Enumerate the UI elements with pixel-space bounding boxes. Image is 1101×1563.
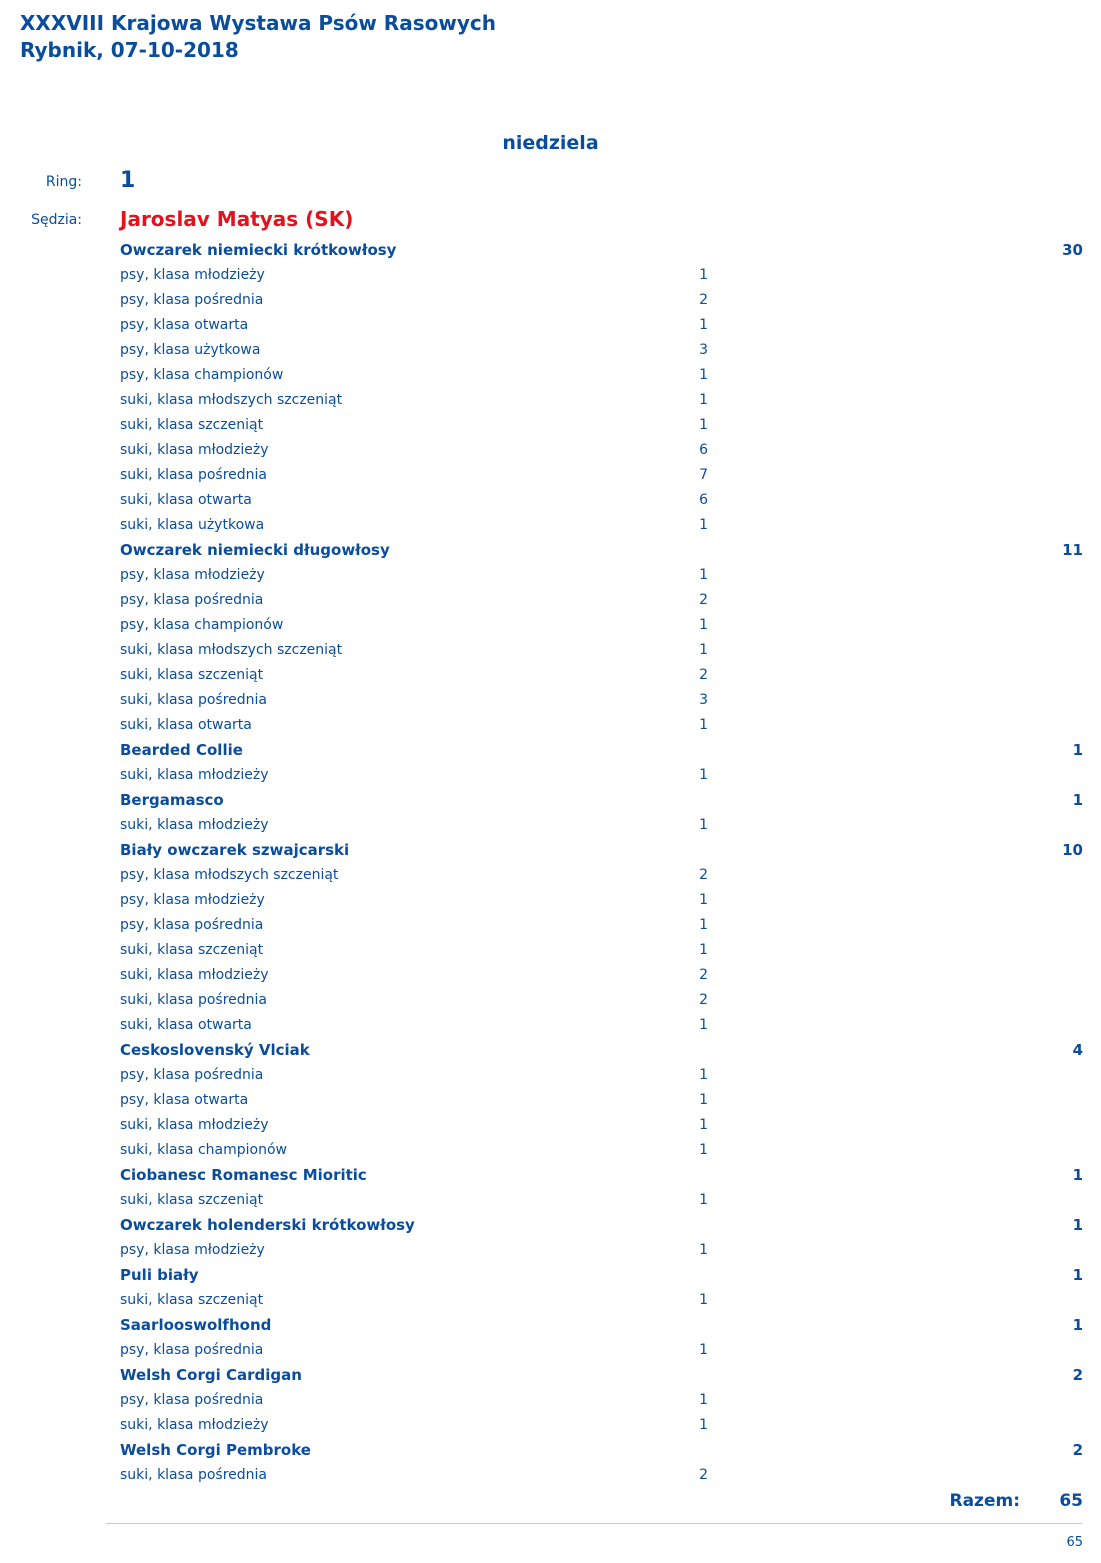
class-name: suki, klasa otwarta xyxy=(120,492,252,508)
breed-total: 1 xyxy=(1072,1266,1083,1284)
class-row xyxy=(0,1288,1101,1313)
class-count: 1 xyxy=(699,1192,708,1208)
class-count: 1 xyxy=(699,1017,708,1033)
class-name: psy, klasa pośrednia xyxy=(120,917,264,933)
total-value: 65 xyxy=(1059,1491,1083,1511)
class-count: 1 xyxy=(699,892,708,908)
class-count: 6 xyxy=(699,442,708,458)
class-name: suki, klasa młodzieży xyxy=(120,442,269,458)
class-name: suki, klasa szczeniąt xyxy=(120,1292,264,1308)
breed-total: 30 xyxy=(1062,241,1083,259)
breed-name: Bergamasco xyxy=(120,791,224,809)
class-row xyxy=(0,388,1101,413)
breed-total: 11 xyxy=(1062,541,1083,559)
class-count: 2 xyxy=(699,592,708,608)
class-row xyxy=(0,613,1101,638)
breed-name: Owczarek niemiecki krótkowłosy xyxy=(120,241,397,259)
class-name: psy, klasa młodzieży xyxy=(120,567,265,583)
breed-total: 2 xyxy=(1072,1441,1083,1459)
class-name: suki, klasa młodzieży xyxy=(120,767,269,783)
class-count: 1 xyxy=(699,1092,708,1108)
class-count: 2 xyxy=(699,1467,708,1483)
class-row xyxy=(0,663,1101,688)
class-name: suki, klasa młodzieży xyxy=(120,967,269,983)
breed-row xyxy=(0,788,1101,813)
class-count: 2 xyxy=(699,967,708,983)
class-count: 1 xyxy=(699,267,708,283)
class-count: 2 xyxy=(699,667,708,683)
breed-total: 1 xyxy=(1072,1166,1083,1184)
class-count: 6 xyxy=(699,492,708,508)
breed-name: Welsh Corgi Pembroke xyxy=(120,1441,311,1459)
class-count: 2 xyxy=(699,867,708,883)
class-count: 2 xyxy=(699,292,708,308)
breed-row xyxy=(0,1363,1101,1388)
class-count: 1 xyxy=(699,1117,708,1133)
class-count: 1 xyxy=(699,942,708,958)
breed-total: 1 xyxy=(1072,741,1083,759)
class-name: suki, klasa młodzieży xyxy=(120,817,269,833)
class-row xyxy=(0,888,1101,913)
breed-name: Welsh Corgi Cardigan xyxy=(120,1366,302,1384)
class-name: suki, klasa pośrednia xyxy=(120,1467,267,1483)
class-row xyxy=(0,1463,1101,1488)
class-row xyxy=(0,1113,1101,1138)
class-name: suki, klasa otwarta xyxy=(120,717,252,733)
class-row xyxy=(0,363,1101,388)
class-row xyxy=(0,288,1101,313)
class-name: psy, klasa championów xyxy=(120,367,284,383)
ring-number: 1 xyxy=(120,168,136,193)
document-header xyxy=(20,10,496,64)
class-name: psy, klasa otwarta xyxy=(120,1092,249,1108)
judge-label: Sędzia: xyxy=(31,212,82,228)
breed-row xyxy=(0,838,1101,863)
class-name: psy, klasa młodzieży xyxy=(120,1242,265,1258)
class-count: 1 xyxy=(699,317,708,333)
breed-total: 2 xyxy=(1072,1366,1083,1384)
class-count: 1 xyxy=(699,1342,708,1358)
class-name: suki, klasa młodzieży xyxy=(120,1417,269,1433)
event-location-date: Rybnik, 07-10-2018 xyxy=(20,38,239,62)
breed-total: 1 xyxy=(1072,1316,1083,1334)
class-name: psy, klasa otwarta xyxy=(120,317,249,333)
class-name: suki, klasa pośrednia xyxy=(120,692,267,708)
breed-row xyxy=(0,1163,1101,1188)
breed-row xyxy=(0,1313,1101,1338)
class-name: psy, klasa pośrednia xyxy=(120,592,264,608)
breed-name: Biały owczarek szwajcarski xyxy=(120,841,350,859)
breed-total: 1 xyxy=(1072,791,1083,809)
page-number: 65 xyxy=(1066,1535,1083,1550)
class-count: 1 xyxy=(699,817,708,833)
class-row xyxy=(0,863,1101,888)
breed-row xyxy=(0,1038,1101,1063)
class-row xyxy=(0,563,1101,588)
class-name: suki, klasa młodszych szczeniąt xyxy=(120,642,343,658)
class-row xyxy=(0,813,1101,838)
class-count: 1 xyxy=(699,617,708,633)
class-count: 1 xyxy=(699,1292,708,1308)
class-row xyxy=(0,1013,1101,1038)
class-name: suki, klasa pośrednia xyxy=(120,467,267,483)
class-row xyxy=(0,588,1101,613)
class-name: psy, klasa młodzieży xyxy=(120,892,265,908)
judge-name: Jaroslav Matyas (SK) xyxy=(120,207,354,231)
class-row xyxy=(0,338,1101,363)
breed-total: 4 xyxy=(1072,1041,1083,1059)
breed-list xyxy=(0,238,1101,1488)
class-count: 1 xyxy=(699,642,708,658)
class-name: psy, klasa młodszych szczeniąt xyxy=(120,867,339,883)
breed-row xyxy=(0,1213,1101,1238)
total-label: Razem: xyxy=(949,1491,1020,1511)
class-name: psy, klasa pośrednia xyxy=(120,292,264,308)
class-count: 1 xyxy=(699,1067,708,1083)
class-count: 3 xyxy=(699,342,708,358)
class-row xyxy=(0,938,1101,963)
class-row xyxy=(0,438,1101,463)
class-count: 1 xyxy=(699,517,708,533)
class-count: 1 xyxy=(699,1417,708,1433)
breed-name: Owczarek holenderski krótkowłosy xyxy=(120,1216,415,1234)
breed-name: Puli biały xyxy=(120,1266,199,1284)
class-count: 1 xyxy=(699,417,708,433)
class-row xyxy=(0,1188,1101,1213)
breed-total: 10 xyxy=(1062,841,1083,859)
class-row xyxy=(0,1238,1101,1263)
class-row xyxy=(0,1138,1101,1163)
class-name: suki, klasa szczeniąt xyxy=(120,667,264,683)
class-name: suki, klasa młodszych szczeniąt xyxy=(120,392,343,408)
ring-label: Ring: xyxy=(45,174,82,190)
breed-name: Saarlooswolfhond xyxy=(120,1316,272,1334)
class-count: 1 xyxy=(699,567,708,583)
class-count: 1 xyxy=(699,1392,708,1408)
class-name: psy, klasa pośrednia xyxy=(120,1067,264,1083)
class-row xyxy=(0,1388,1101,1413)
class-row xyxy=(0,413,1101,438)
breed-row xyxy=(0,538,1101,563)
class-row xyxy=(0,988,1101,1013)
class-count: 1 xyxy=(699,917,708,933)
class-row xyxy=(0,763,1101,788)
class-count: 3 xyxy=(699,692,708,708)
footer-divider xyxy=(106,1523,1082,1524)
class-count: 1 xyxy=(699,1142,708,1158)
class-row xyxy=(0,1063,1101,1088)
class-row xyxy=(0,688,1101,713)
breed-name: Bearded Collie xyxy=(120,741,243,759)
class-count: 1 xyxy=(699,767,708,783)
class-name: psy, klasa młodzieży xyxy=(120,267,265,283)
class-row xyxy=(0,1088,1101,1113)
class-name: psy, klasa użytkowa xyxy=(120,342,261,358)
breed-name: Ceskoslovenský Vlciak xyxy=(120,1041,310,1059)
class-row xyxy=(0,913,1101,938)
class-row xyxy=(0,513,1101,538)
class-name: suki, klasa otwarta xyxy=(120,1017,252,1033)
breed-total: 1 xyxy=(1072,1216,1083,1234)
breed-row xyxy=(0,1263,1101,1288)
class-name: suki, klasa championów xyxy=(120,1142,287,1158)
class-name: suki, klasa młodzieży xyxy=(120,1117,269,1133)
breed-name: Ciobanesc Romanesc Mioritic xyxy=(120,1166,367,1184)
class-name: psy, klasa pośrednia xyxy=(120,1342,264,1358)
class-count: 1 xyxy=(699,1242,708,1258)
class-row xyxy=(0,1413,1101,1438)
breed-row xyxy=(0,738,1101,763)
class-row xyxy=(0,713,1101,738)
event-title: XXXVIII Krajowa Wystawa Psów Rasowych xyxy=(20,11,496,35)
class-row xyxy=(0,488,1101,513)
class-count: 2 xyxy=(699,992,708,1008)
class-count: 1 xyxy=(699,717,708,733)
class-name: psy, klasa championów xyxy=(120,617,284,633)
day-heading: niedziela xyxy=(502,132,599,154)
breed-name: Owczarek niemiecki długowłosy xyxy=(120,541,390,559)
class-name: psy, klasa pośrednia xyxy=(120,1392,264,1408)
breed-row xyxy=(0,238,1101,263)
class-count: 1 xyxy=(699,367,708,383)
class-row xyxy=(0,638,1101,663)
class-name: suki, klasa szczeniąt xyxy=(120,417,264,433)
class-row xyxy=(0,263,1101,288)
breed-row xyxy=(0,1438,1101,1463)
class-count: 7 xyxy=(699,467,708,483)
class-name: suki, klasa szczeniąt xyxy=(120,942,264,958)
class-count: 1 xyxy=(699,392,708,408)
class-row xyxy=(0,313,1101,338)
class-row xyxy=(0,463,1101,488)
class-name: suki, klasa użytkowa xyxy=(120,517,265,533)
class-name: suki, klasa szczeniąt xyxy=(120,1192,264,1208)
class-name: suki, klasa pośrednia xyxy=(120,992,267,1008)
class-row xyxy=(0,1338,1101,1363)
class-row xyxy=(0,963,1101,988)
